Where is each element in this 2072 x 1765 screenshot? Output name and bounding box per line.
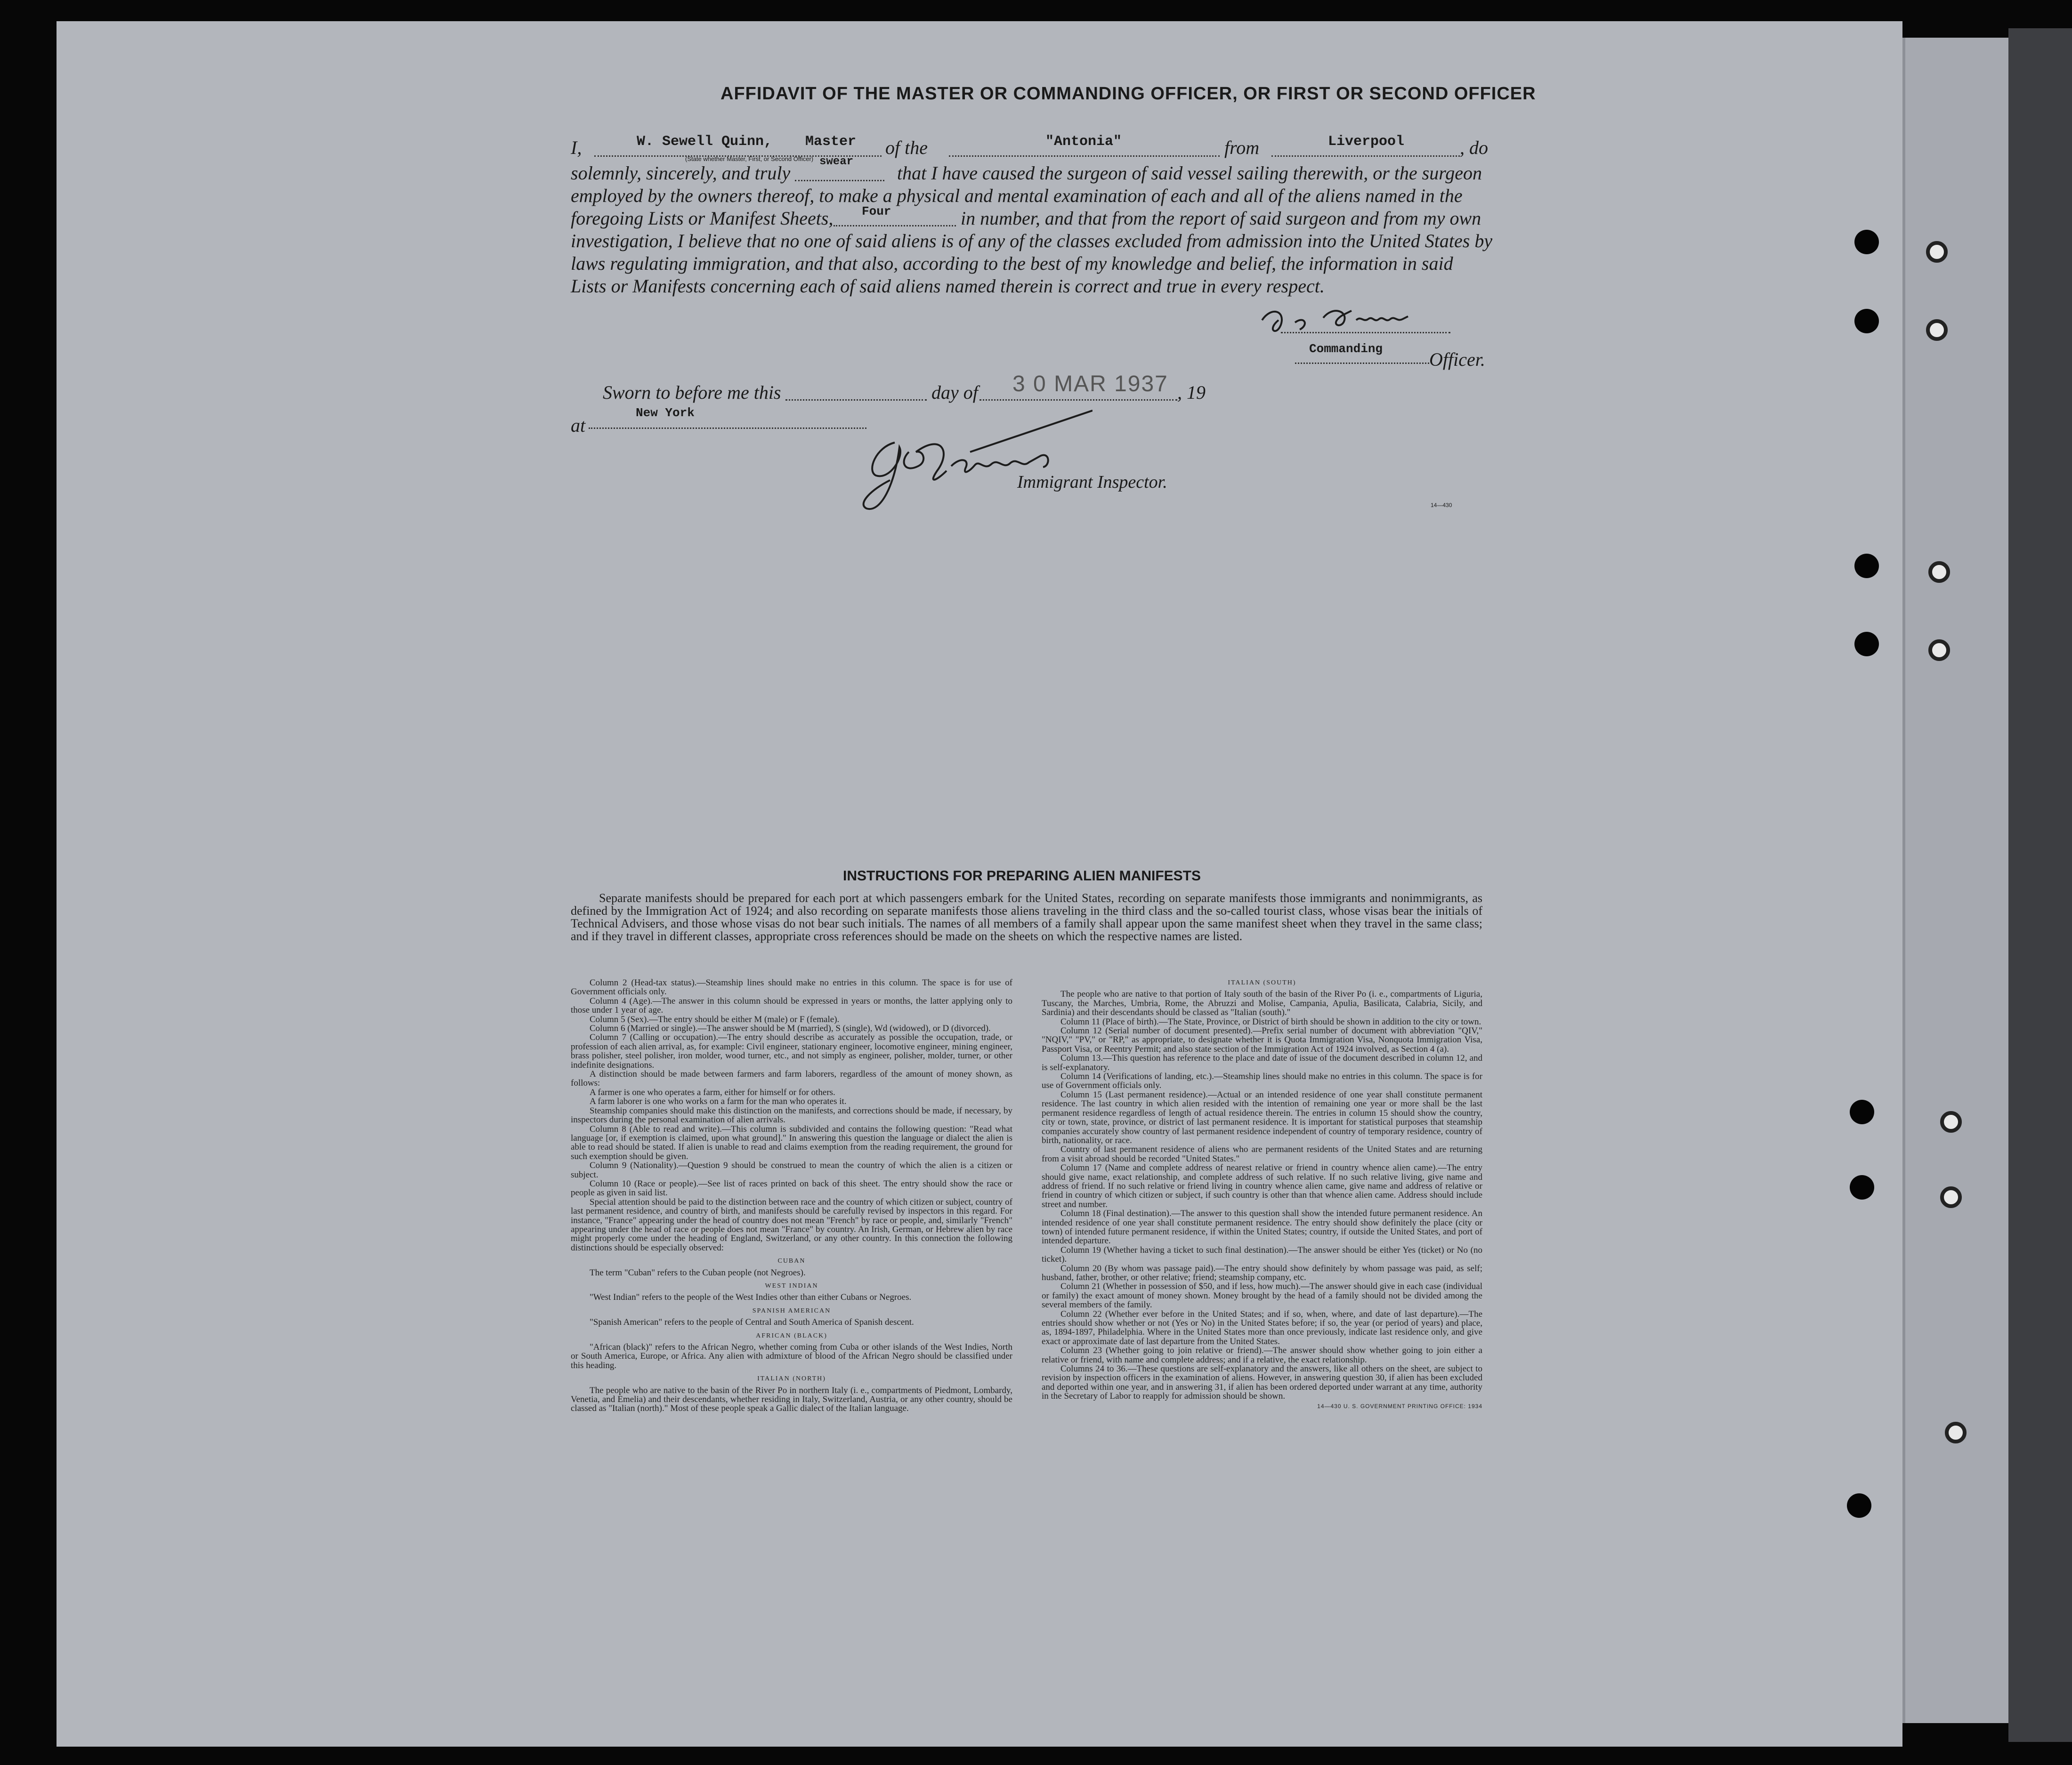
binder-ring: [1928, 561, 1950, 583]
year-prefix: , 19: [1177, 382, 1206, 403]
spanish-american-text: "Spanish American" refers to the people of Central and South America of Spanish descent.: [590, 1317, 914, 1328]
left-paragraph: Special attention should be paid to the distinction between race and the country of which citizen or subject, country of last permanent residence, and country of birth, and manifests should be carefully revised by inspectors in this regard. For instance, "France" appearing under the head of country does not mean "French" by race or people, and, similarly "French" appearing under the head of race or people does not mean "France" by country. An Irish, German, or Hebrew alien by race might properly come under the heading of England, Switzerland, or any other country. In this connection the following distinctions should be especially observed:: [571, 1197, 1012, 1253]
instructions-left-column: [571, 978, 1012, 1413]
left-paragraph: Column 9 (Nationality).—Question 9 should be construed to mean the country of which the alien is a citizen or subject.: [571, 1161, 1012, 1180]
right-paragraph: Column 11 (Place of birth).—The State, Province, or District of birth should be shown in addition to the city or town.: [1060, 1016, 1481, 1027]
section-heading: WEST INDIAN: [765, 1282, 818, 1289]
punch-hole: [1850, 1100, 1874, 1124]
sheet-count-line: [834, 225, 956, 226]
rank-hint: (State whether Master, First, or Second Officer): [685, 155, 814, 162]
inspector-signature: [829, 405, 1093, 518]
port-line: [1271, 155, 1460, 157]
left-paragraph: A distinction should be made between farmers and farm laborers, regardless of the amount of money shown, as follows:: [571, 1069, 1012, 1088]
right-paragraph: Column 18 (Final destination).—The answer to this question shall show the intended future permanent residence. An intended residence of one year shall constitute permanent residence. The entry should show definitely the place (city or town) of intended future permanent residence, if within the United States; country, if outside the United States, and port of intended departure.: [1042, 1209, 1482, 1246]
of-the-label: of the: [885, 137, 928, 158]
right-paragraph: Column 15 (Last permanent residence).—Actual or an intended residence of one year shall constitute permanent residence. The last country in which alien resided with the intention of remaining one year or more shall be the last permanent residence regardless of length of actual residence therein. The entries in column 15 should show the country, city or town, state, province, or district of last permanent residence. It is important for statistical purposes that steamship companies accurately show country of last permanent residence independent of country of temporary residence, country of birth, nationality, or race.: [1042, 1089, 1482, 1145]
punch-hole: [1854, 554, 1879, 578]
officer-name: W. Sewell Quinn,: [637, 134, 773, 150]
right-paragraph: Column 21 (Whether in possession of $50, and if less, how much).—The answer should give in each case (individual or family) the exact amount of money shown. Money brought by the head of a family should not be divided among the several members of the family.: [1042, 1281, 1482, 1310]
affidavit-line2: that I have caused the surgeon of said vessel sailing therewith, or the surgeon: [897, 162, 1482, 184]
affidavit-line4b: in number, and that from the report of said surgeon and from my own: [961, 208, 1481, 229]
vessel-name: "Antonia": [1045, 134, 1122, 150]
binder-ring: [1940, 1186, 1962, 1208]
binder-ring: [1945, 1422, 1967, 1443]
right-paragraph: Column 19 (Whether having a ticket to such final destination).—The answer should be either Yes (ticket) or No (no ticket).: [1042, 1245, 1482, 1265]
left-paragraph: Column 7 (Calling or occupation).—The entry should describe as accurately as possible the occupation, trade, or profession of each alien arrival, as, for example: Civil engineer, stationary engineer, locomotive engineer, mining engineer, brass polisher, steel polisher, iron molder, wood turner, etc., and not simply as engineer, polisher, molder, turner, or other indefinite designations.: [571, 1032, 1012, 1070]
vessel-line: [949, 155, 1220, 157]
african-text: "African (black)" refers to the African Negro, whether coming from Cuba or other islands of the West Indies, North or South America, Europe, or Africa. Any alien with admixture of blood of the African Negro should be classified under this heading.: [571, 1342, 1012, 1370]
section-heading: AFRICAN (BLACK): [756, 1332, 827, 1339]
master-signature-line: [1281, 332, 1450, 333]
signature-rank: Commanding: [1309, 342, 1383, 356]
master-signature: [1253, 292, 1450, 344]
italian-north-text: The people who are native to the basin of the River Po in northern Italy (i. e., compartments of Piedmont, Lombardy, Venetia, and Emelia) and their descendants, whether residing in Italy, Switzerland, Austria, or any other country, should be classed as "Italian (north)." Most of these people speak a Gallic dialect of the Italian language.: [571, 1385, 1012, 1414]
affidavit-line5: investigation, I believe that no one of said aliens is of any of the classes excluded from admission into the United States by: [571, 230, 1493, 251]
place-line: [589, 427, 866, 429]
swear-word: swear: [819, 155, 854, 168]
right-paragraph: Column 20 (By whom was passage paid).—The entry should show definitely by whom passage was paid, as self; husband, father, brother, or other relative; friend; steamship company, etc.: [1042, 1263, 1482, 1282]
right-paragraph: Column 12 (Serial number of document presented).—Prefix serial number of document with abbreviation "QIV," "NQIV," "PV," or "RP," as appropriate, to designate whether it is Quota Immigration Visa, Nonquota Immigration Visa, Passport Visa, or Reentry Permit; and also state section of the Immigration Act of 1924 involved, as Section 4 (a).: [1042, 1026, 1482, 1054]
section-heading: ITALIAN (NORTH): [757, 1375, 826, 1383]
form-number: 14—430: [1431, 502, 1452, 508]
punch-hole: [1854, 309, 1879, 333]
left-paragraph: Column 10 (Race or people).—See list of races printed on back of this sheet. The entry should show the race or people as given in said list.: [571, 1178, 1012, 1198]
solemnly-label: solemnly, sincerely, and truly: [571, 162, 791, 184]
instructions-right-column: [1042, 978, 1482, 1411]
left-paragraph: Column 5 (Sex).—The entry should be either M (male) or F (female).: [590, 1014, 840, 1024]
affidavit-title: AFFIDAVIT OF THE MASTER OR COMMANDING OFFICER, OR FIRST OR SECOND OFFICER: [720, 84, 1536, 104]
punch-hole: [1854, 230, 1879, 254]
day-of-label: day of: [931, 382, 978, 403]
affidavit-line4a: foregoing Lists or Manifest Sheets,: [571, 208, 834, 229]
left-paragraph: Column 2 (Head-tax status).—Steamship lines should make no entries in this column. The space is for use of Government officials only.: [571, 978, 1012, 997]
right-paragraph: Column 14 (Verifications of landing, etc.).—Steamship lines should make no entries in this column. The space is for use of Government officials only.: [1042, 1072, 1482, 1091]
binder-strip: [1902, 38, 2009, 1723]
section-heading: SPANISH AMERICAN: [752, 1307, 831, 1314]
instructions-intro: Separate manifests should be prepared for each port at which passengers embark for the United States, recording on separate manifests those immigrants and nonimmigrants, as defined by the Immigration Act of 1924; and also recording on separate manifests those aliens traveling in the third class and the so-called tourist class, whose visas bear the initials of Technical Advisers, and those whose visas do not bear such initials. The names of all members of a family shall appear upon the same manifest sheet when they travel in the same class; and if they travel in different classes, appropriate cross references should be made on the sheets on which the respective names are listed.: [571, 891, 1482, 943]
officer-suffix: Officer.: [1429, 349, 1485, 370]
binder-edge: [2008, 28, 2072, 1742]
affidavit-line3: employed by the owners thereof, to make a physical and mental examination of each and all of the aliens named in the: [571, 185, 1463, 206]
i-label: I,: [571, 137, 582, 158]
cuban-text: The term "Cuban" refers to the Cuban people (not Negroes).: [590, 1267, 806, 1278]
right-paragraph: Columns 24 to 36.—These questions are self-explanatory and the answers, like all others on the sheet, are subject to revision by inspection officers in the examination of aliens. However, in answering question 30, if alien has been excluded and deported within one year, and in answering 31, if alien has been ordered deported under warrant at any time, authority in the Secretary of Labor to reapply for admission should be shown.: [1042, 1364, 1482, 1402]
right-paragraph: Column 13.—This question has reference to the place and date of issue of the document described in column 12, and is self-explanatory.: [1042, 1053, 1482, 1072]
right-paragraph: Country of last permanent residence of aliens who are permanent residents of the United States and are returning from a visit abroad should be recorded "United States.": [1042, 1144, 1482, 1164]
officer-line: [1295, 363, 1429, 364]
affidavit-line7: Lists or Manifests concerning each of said aliens named therein is correct and true in every respect.: [571, 275, 1325, 297]
binder-ring: [1928, 639, 1950, 661]
affidavit-line6: laws regulating immigration, and that also, according to the best of my knowledge and belief, the information in said: [571, 253, 1453, 274]
do-label: , do: [1460, 137, 1488, 158]
sworn-label: Sworn to before me this: [603, 382, 781, 403]
port-name: Liverpool: [1328, 134, 1405, 150]
section-heading: ITALIAN (SOUTH): [1228, 979, 1296, 986]
west-indian-text: "West Indian" refers to the people of the West Indies other than either Cubans or Negroes.: [590, 1292, 912, 1303]
sworn-day-line: [785, 399, 927, 401]
place-name: New York: [636, 406, 695, 420]
printing-footer: 14—430 U. S. GOVERNMENT PRINTING OFFICE: 1934: [1317, 1402, 1482, 1410]
date-stamp: 3 0 MAR 1937: [1012, 371, 1168, 396]
from-label: from: [1224, 137, 1260, 158]
right-paragraph: The people who are native to that portion of Italy south of the basin of the River Po (i. e., compartments of Liguria, Tuscany, the Marches, Umbria, Rome, the Abruzzi and Molise, Campania, Apulia, Basilicata, Calabria, Sicily, and Sardinia) and their descendants should be classed as "Italian (south).": [1042, 989, 1482, 1018]
punch-hole: [1854, 632, 1879, 656]
left-paragraph: Column 4 (Age).—The answer in this column should be expressed in years or months, the latter applying only to those under 1 year of age.: [571, 996, 1012, 1015]
sheet-count: Four: [862, 204, 891, 218]
officer-rank: Master: [805, 134, 857, 150]
punch-hole: [1850, 1175, 1874, 1200]
left-paragraph: Column 8 (Able to read and write).—This column is subdivided and contains the following question: "Read what language [or, if exemption is claimed, upon what ground]." In answering this question the language or dialect the alien is able to read should be stated. If alien is unable to read and claims exemption from the reading requirement, the ground for such exemption should be given.: [571, 1124, 1012, 1161]
month-line: [979, 399, 1177, 401]
right-paragraph: Column 17 (Name and complete address of nearest relative or friend in country whence alien came).—The entry should give name, exact relationship, and complete address of such relative. If no such relative living, give name and address of friend. If no such relative or friend living in country whence alien came, give name and address of relative or friend in country of which citizen or subject, if such country is other than that whence alien came. Address should include street and number.: [1042, 1163, 1482, 1209]
right-paragraph: Column 22 (Whether ever before in the United States; and if so, when, where, and date of last departure).—The entries should show whether or not (Yes or No) in the United States before; if so, the year (or period of years) and place, as, 1894-1897, Philadelphia. Where in the United States more than once previously, indicate last residence only, and give exact or approximate date of last departure from the United States.: [1042, 1309, 1482, 1346]
binder-ring: [1926, 241, 1948, 263]
binder-ring: [1940, 1111, 1962, 1133]
at-label: at: [571, 415, 586, 436]
left-paragraph: A farm laborer is one who works on a farm for the man who operates it.: [590, 1096, 847, 1107]
left-paragraph: Column 6 (Married or single).—The answer should be M (married), S (single), Wd (widowed), or D (divorced).: [590, 1024, 991, 1034]
left-paragraph: A farmer is one who operates a farm, either for himself or for others.: [590, 1087, 835, 1097]
right-paragraph: Column 23 (Whether going to join relative or friend).—The answer should show whether going to join either a relative or friend, with name and complete address; and if a relative, the exact relationship.: [1042, 1346, 1482, 1365]
section-heading: CUBAN: [777, 1257, 806, 1265]
instructions-title: INSTRUCTIONS FOR PREPARING ALIEN MANIFESTS: [843, 868, 1201, 884]
binder-ring: [1926, 319, 1948, 341]
swear-line: [795, 180, 884, 181]
left-paragraph: Steamship companies should make this distinction on the manifests, and corrections should be made, if necessary, by inspectors during the personal examination of alien arrivals.: [571, 1105, 1012, 1125]
inspector-label: Immigrant Inspector.: [1017, 472, 1167, 492]
punch-hole: [1847, 1493, 1871, 1518]
